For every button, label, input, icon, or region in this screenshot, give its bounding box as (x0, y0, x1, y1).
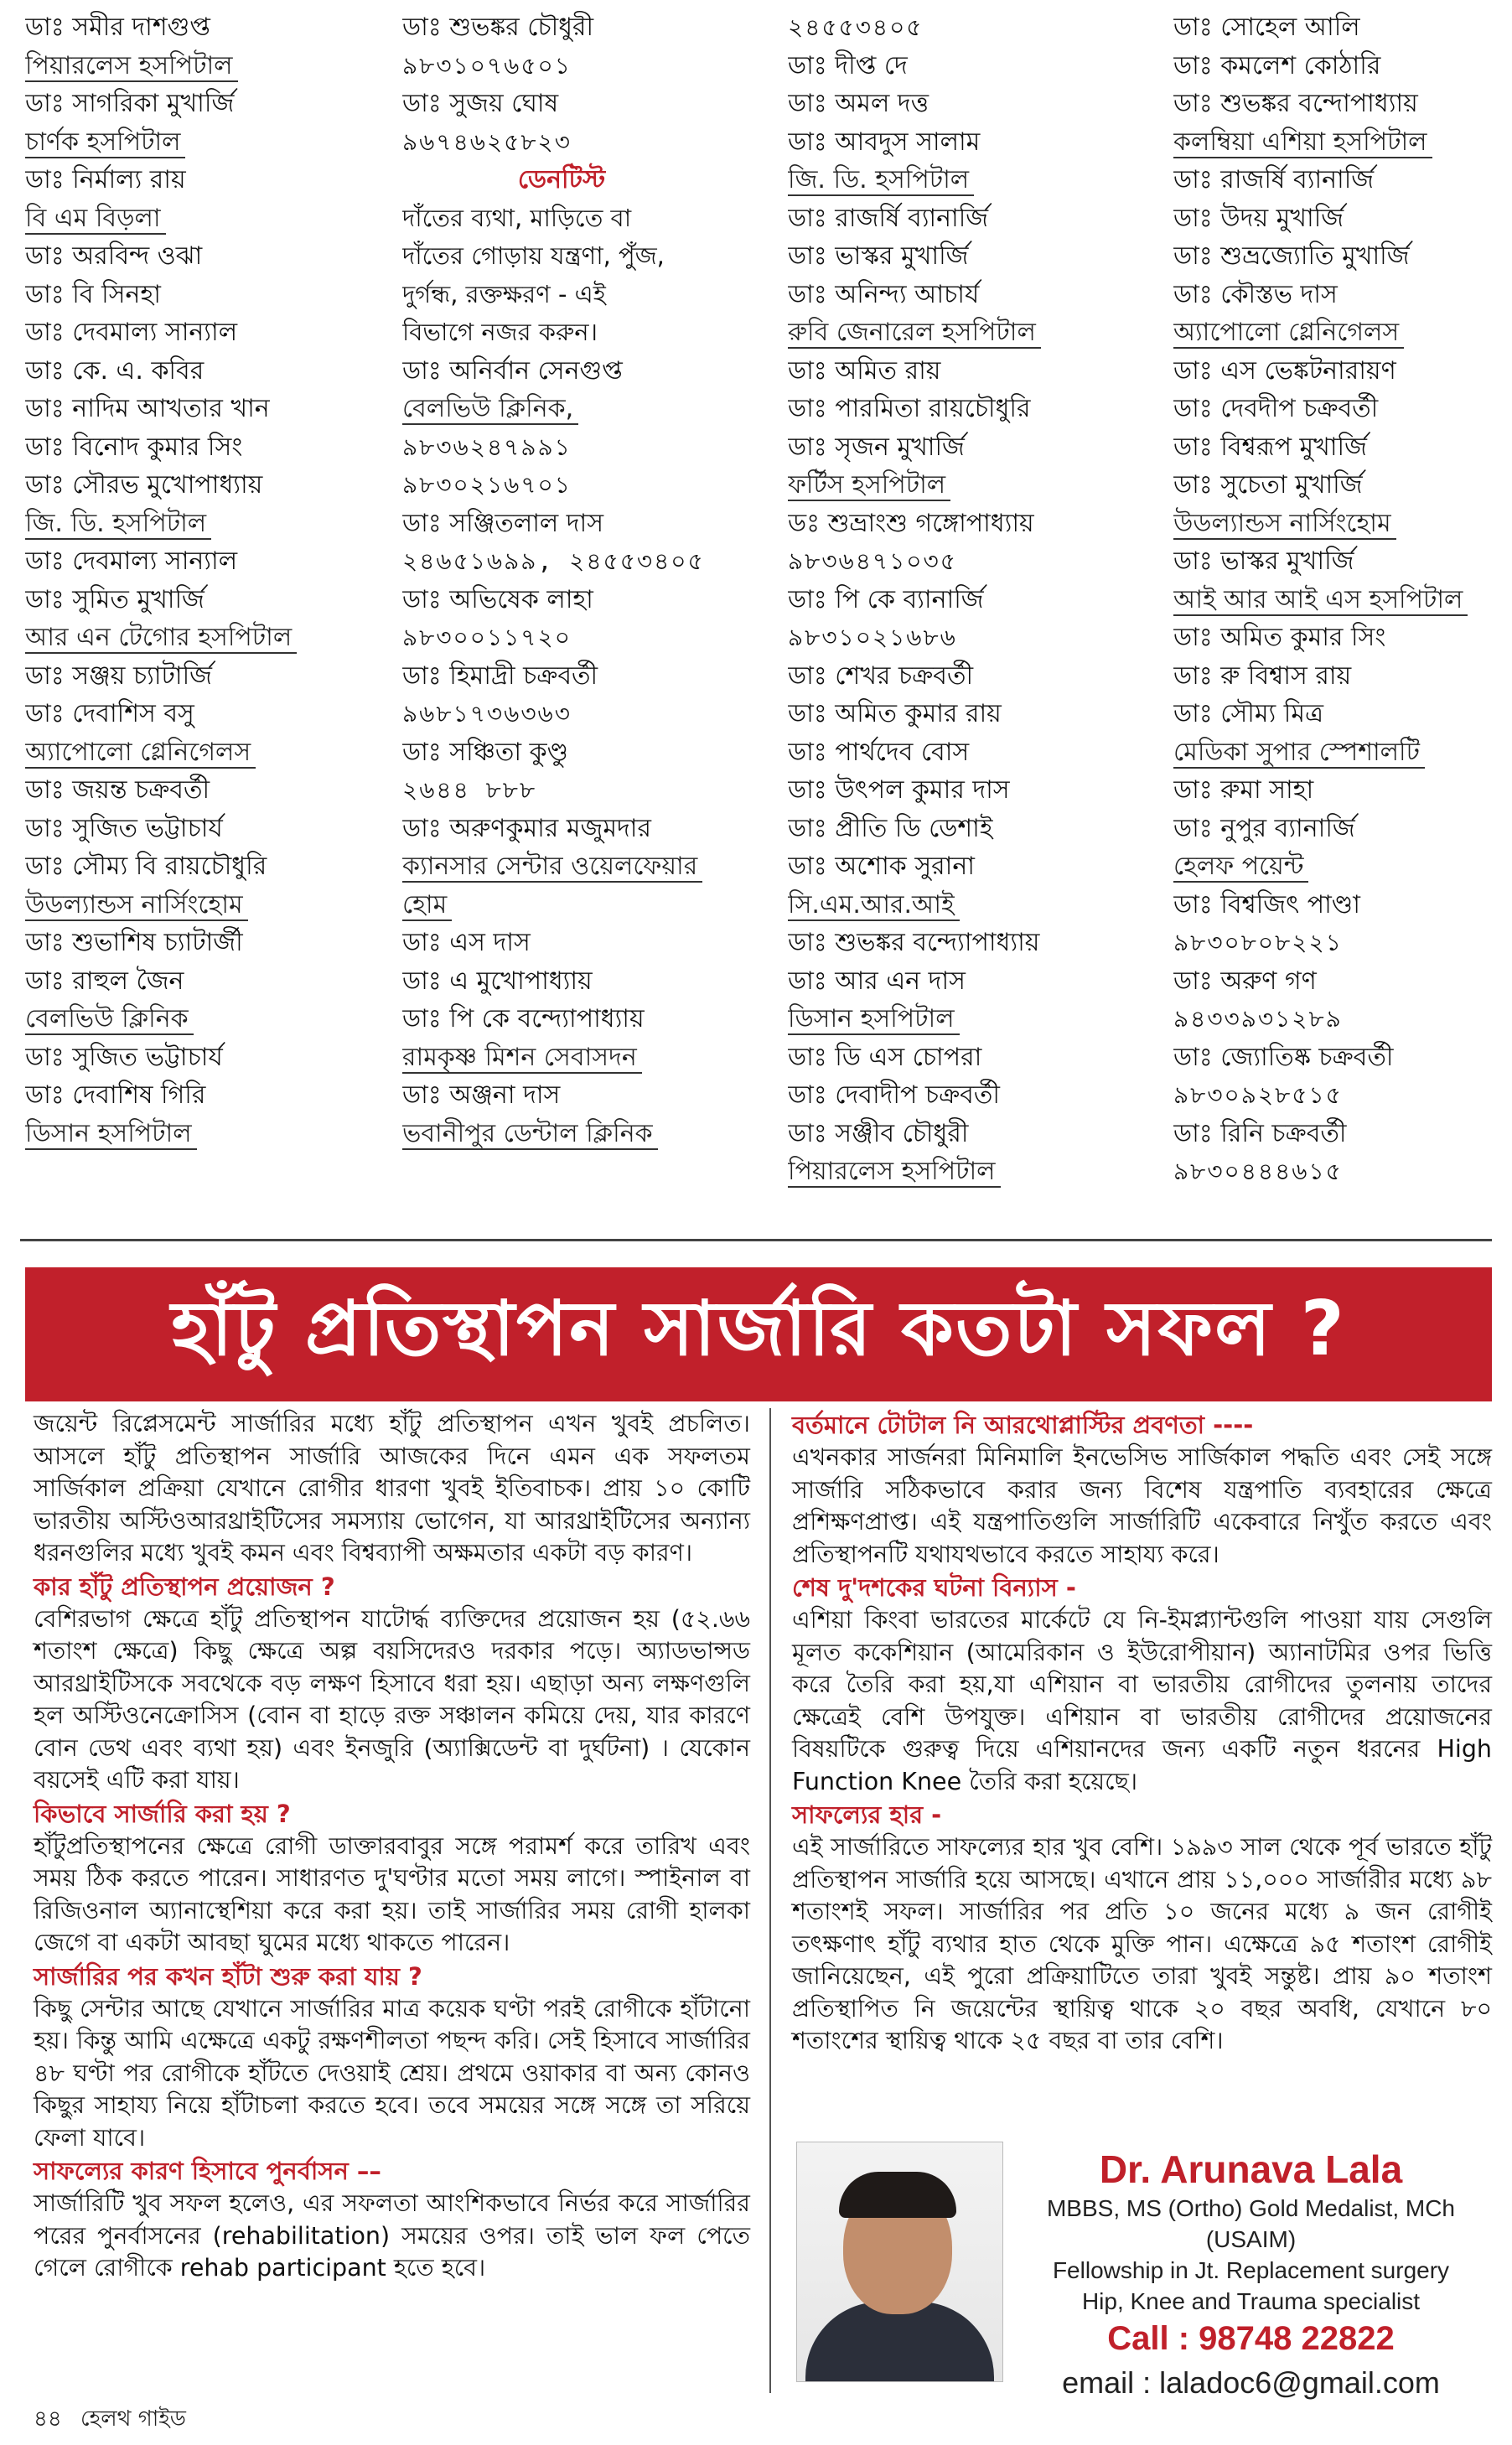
article-right-column (792, 1408, 1492, 2058)
doctor-name: ডাঃ শুভঙ্কর বন্দ্যোপাধ্যায় (788, 928, 1040, 957)
doctor-name: ডাঃ সুচেতা মুখার্জি (1173, 470, 1363, 500)
doctor-name: ডাঃ ডি এস চোপরা (788, 1042, 982, 1072)
doctor-name: ডাঃ পার্থদেব বোস (788, 737, 970, 767)
doctor-name: ডাঃ শুভ্রজ্যোতি মুখার্জি (1173, 241, 1410, 271)
hospital-name: রামকৃষ্ণ মিশন সেবাসদন (402, 1039, 788, 1077)
phone-number: ৯৮৩৬২৪৭৯৯১ (402, 433, 572, 461)
hospital-name: ডিসান হসপিটাল (788, 1000, 1173, 1039)
hospital-name: উডল্যান্ডস নার্সিংহোম (25, 886, 402, 925)
phone-number: ৯৮৩০০১১৭২০ (402, 624, 572, 651)
doctor-name: ডাঃ অঞ্জনা দাস (402, 1080, 561, 1110)
hospital-name: বেলভিউ ক্লিনিক (25, 1000, 402, 1039)
doctor-name: ডাঃ সুজিত ভট্টাচার্য (25, 1042, 223, 1072)
doctor-name: ডাঃ কৌস্তভ দাস (1173, 279, 1338, 309)
hospital-name: আর এন টেগোর হসপিটাল (25, 619, 402, 657)
phone-number: ৯৬৮১৭৩৬৩৬৩ (402, 700, 572, 728)
doctor-name: ডাঃ দেবমাল্য সান্যাল (25, 546, 238, 576)
phone-number: ২৬৪৪ ৮৮৮ (402, 776, 537, 804)
phone-number: ২৪৫৫৩৪০৫ (788, 13, 924, 41)
hospital-name: বেলভিউ ক্লিনিক, (402, 390, 788, 428)
doctor-name: ডাঃ অমিত কুমার রায় (788, 699, 1002, 728)
hospital-name: কলম্বিয়া এশিয়া হসপিটাল (1173, 123, 1500, 162)
doctor-name: ডাঃ এস দাস (402, 928, 531, 957)
doctor-phone: Call : 98748 22822 (1107, 2320, 1395, 2357)
doctor-name: ডাঃ কে. এ. কবির (25, 355, 205, 386)
doctor-name: ডাঃ অনির্বান সেনগুপ্ত (402, 355, 623, 386)
article-left-column (34, 1408, 750, 2285)
directory-column-2 (402, 0, 788, 1220)
doctor-name: ডাঃ রাজর্ষি ব্যানার্জি (788, 203, 989, 233)
doctor-name: ডাঃ শুভঙ্কর বন্দোপাধ্যায় (1173, 89, 1418, 118)
article-subheading: কার হাঁটু প্রতিস্থাপন প্রয়োজন ? (34, 1572, 335, 1601)
page-footer (34, 2401, 198, 2438)
phone-number: ৯৮৩১০২১৬৮৬ (788, 624, 957, 651)
article-subheading: শেষ দু'দশকের ঘটনা বিন্যাস - (792, 1573, 1076, 1602)
hospital-name: পিয়ারলেস হসপিটাল (788, 1153, 1173, 1191)
article-banner (25, 1267, 1492, 1401)
section-divider (20, 1239, 1492, 1241)
doctor-name: ডাঃ সৌম্য মিত্র (1173, 699, 1324, 728)
doctor-name: ডাঃ সঞ্জিতলাল দাস (402, 508, 604, 538)
doctor-name: ডাঃ দেবাশিস বসু (25, 699, 194, 728)
section-heading: ডেনটিস্ট (517, 165, 606, 194)
doctor-name: ডাঃ জ্যোতিষ্ক চক্রবর্তী (1173, 1042, 1394, 1072)
section-description: দুর্গন্ধ, রক্তক্ষরণ - এই (402, 279, 606, 308)
doctor-name: ডাঃ অমিত কুমার সিং (1173, 623, 1386, 652)
doctor-name: ডাঃ অরুণ গণ (1173, 966, 1317, 996)
doctor-degrees: MBBS, MS (Ortho) Gold Medalist, MCh (USAIM) (1046, 2195, 1455, 2252)
phone-number: ৯৮৩০৯২৮৫১৫ (1173, 1081, 1343, 1109)
doctor-name: ডাঃ বিনোদ কুমার সিং (25, 432, 243, 462)
doctor-name: ডঃ শুভ্রাংশু গঙ্গোপাধ্যায় (788, 508, 1034, 538)
phone-number: ৯৮৩০২১৬৭০১ (402, 471, 572, 499)
doctor-name: ডাঃ জয়ন্ত চক্রবর্তী (25, 775, 210, 805)
section-description: বিভাগে নজর করুন। (402, 318, 598, 346)
doctor-name: ডাঃ বি সিনহা (25, 279, 161, 309)
phone-number: ৯৮৩৬৪৭১০৩৫ (788, 547, 957, 575)
doctor-name: ডাঃ দেবমাল্য সান্যাল (25, 318, 238, 347)
section-description: দাঁতের গোড়ায় যন্ত্রণা, পুঁজ, (402, 241, 665, 270)
doctor-name: ডাঃ দীপ্ত দে (788, 50, 908, 80)
doctor-name: ডাঃ ভাস্কর মুখার্জি (1173, 546, 1354, 576)
doctor-name: ডাঃ সমীর দাশগুপ্ত (25, 13, 210, 42)
doctor-name: ডাঃ রাহুল জৈন (25, 966, 184, 996)
section-description: দাঁতের ব্যথা, মাড়িতে বা (402, 203, 632, 232)
hospital-name: ভবানীপুর ডেন্টাল ক্লিনিক (402, 1115, 788, 1153)
article-paragraph: এখনকার সার্জনরা মিনিমালি ইনভেসিভ সার্জিকাল পদ্ধতি এবং সেই সঙ্গে সার্জারি সঠিকভাবে করার জন্য বিশেষ যন্ত্রপাতি ব্যবহারের ক্ষেত্রে প্রশিক্ষণপ্রাপ্ত। এই যন্ত্রপাতিগুলি সার্জারিটি একেবারে নিখুঁত করতে এবং প্রতিস্থাপনটি যথাযথভাবে করতে সাহায্য করে। (792, 1443, 1492, 1568)
article-paragraph: জয়েন্ট রিপ্লেসমেন্ট সার্জারির মধ্যে হাঁটু প্রতিস্থাপন এখন খুবই প্রচলিত। আসলে হাঁটু প্রতিস্থাপন সার্জারি আজকের দিনে এমন এক সফলতম সার্জিকাল প্রক্রিয়া যেখানে রোগীর ধারণা খুবই ইতিবাচক। প্রায় ১০ কোটি ভারতীয় অস্টিওআরথ্রাইটিসের সমস্যায় ভোগেন, যা আরথ্রাইটিসের অন্যান্য ধরনগুলির মধ্যে খুবই কমন এবং বিশ্বব্যাপী অক্ষমতার একটা বড় কারণ। (34, 1410, 750, 1567)
doctor-name: ডাঃ সুমিত মুখার্জি (25, 584, 205, 614)
doctor-name: ডাঃ সঞ্জয় চ্যাটার্জি (25, 660, 213, 691)
doctor-name: ডাঃ আর এন দাস (788, 966, 966, 996)
hospital-name: উডল্যান্ডস নার্সিংহোম (1173, 505, 1500, 543)
doctor-specialty: Hip, Knee and Trauma specialist (1081, 2288, 1421, 2314)
doctor-name: Dr. Arunava Lala (1099, 2147, 1403, 2191)
directory-column-1 (25, 0, 402, 1220)
doctor-name: ডাঃ অভিষেক লাহা (402, 584, 593, 614)
doctor-name: ডাঃ অরবিন্দ ওঝা (25, 241, 203, 271)
doctor-name: ডাঃ সৃজন মুখার্জি (788, 432, 965, 462)
doctor-name: ডাঃ নাদিম আখতার খান (25, 394, 270, 423)
column-divider (769, 1408, 771, 2393)
article-subheading: সাফল্যের কারণ হিসাবে পুনর্বাসন –– (34, 2157, 381, 2185)
doctor-name: ডাঃ দেবাশিষ গিরি (25, 1080, 206, 1110)
phone-number: ৯৮৩১০৭৬৫০১ (402, 51, 572, 80)
doctor-name: ডাঃ সোহেল আলি (1173, 13, 1360, 42)
doctor-name: ডাঃ অনিন্দ্য আচার্য (788, 279, 980, 309)
hospital-name: মেডিকা সুপার স্পেশালটি (1173, 733, 1500, 772)
hospital-name: রুবি জেনারেল হসপিটাল (788, 313, 1173, 352)
doctor-name: ডাঃ অশোক সুরানা (788, 852, 975, 881)
hospital-name: সি.এম.আর.আই (788, 886, 1173, 925)
directory-column-3 (788, 0, 1173, 1220)
doctor-name: ডাঃ সাগরিকা মুখার্জি (25, 89, 235, 118)
publication-name: হেলথ গাইড (80, 2406, 186, 2432)
article-paragraph: হাঁটুপ্রতিস্থাপনের ক্ষেত্রে রোগী ডাক্তারবাবুর সঙ্গে পরামর্শ করে তারিখ এবং সময় ঠিক করতে পারেন। সাধারণত দু'ঘণ্টার মতো সময় লাগে। স্পাইনাল বা রিজিওনাল অ্যানাস্থেশিয়া করে করা হয়। তাই সার্জারির সময় রোগী হালকা জেগে বা একটা আবছা ঘুমের মধ্যে থাকতে পারেন। (34, 1831, 750, 1956)
doctor-card (1010, 2146, 1492, 2406)
doctor-name: ডাঃ এস ভেঙ্কটনারায়ণ (1173, 355, 1396, 386)
doctor-name: ডাঃ দেবদীপ চক্রবর্তী (1173, 394, 1379, 423)
article-paragraph: কিছু সেন্টার আছে যেখানে সার্জারির মাত্র কয়েক ঘণ্টা পরই রোগীকে হাঁটানো হয়। কিন্তু আমি এক্ষেত্রে একটু রক্ষণশীলতা পছন্দ করি। সেই হিসাবে সার্জারির ৪৮ ঘণ্টা পর রোগীকে হাঁটতে দেওয়াই শ্রেয়। প্রথমে ওয়াকার বা অন্য কোনও কিছুর সাহায্য নিয়ে হাঁটাচলা করতে হবে। তবে সময়ের সঙ্গে সঙ্গে তা সরিয়ে ফেলা যাবে। (34, 1994, 750, 2152)
article-subheading: সাফল্যের হার - (792, 1800, 942, 1829)
doctor-name: ডাঃ সৌরভ মুখোপাধ্যায় (25, 470, 263, 500)
hospital-name: চার্ণক হসপিটাল (25, 123, 402, 162)
doctor-name: ডাঃ অমিত রায় (788, 355, 941, 386)
doctor-name: ডাঃ বিশ্বরূপ মুখার্জি (1173, 432, 1367, 462)
doctor-name: ডাঃ সঞ্জীব চৌধুরী (788, 1118, 969, 1148)
phone-number: ৯৮৩০৮০৮২২১ (1173, 929, 1343, 956)
doctor-name: ডাঃ শুভাশিষ চ্যাটার্জী (25, 928, 243, 957)
doctor-name: ডাঃ আবদুস সালাম (788, 127, 981, 157)
doctor-directory (25, 0, 1500, 1220)
doctor-name: ডাঃ রাজর্ষি ব্যানার্জি (1173, 165, 1375, 194)
doctor-name: ডাঃ নির্মাল্য রায় (25, 165, 186, 194)
article-title: হাঁটু প্রতিস্থাপন সার্জারি কতটা সফল ? (171, 1285, 1346, 1373)
page-number: ৪৪ (34, 2406, 62, 2432)
doctor-name: ডাঃ কমলেশ কোঠারি (1173, 50, 1381, 80)
doctor-name: ডাঃ রু বিশ্বাস রায় (1173, 660, 1352, 691)
hospital-name: হোম (402, 886, 788, 925)
article-paragraph: সার্জারিটি খুব সফল হলেও, এর সফলতা আংশিকভাবে নির্ভর করে সার্জারির পরের পুনর্বাসনের (rehabilitation) সময়ের ওপর। তাই ভাল ফল পেতে গেলে রোগীকে rehab participant হতে হবে। (34, 2189, 750, 2282)
hospital-name: জি. ডি. হসপিটাল (25, 505, 402, 543)
doctor-name: ডাঃ অরুণকুমার মজুমদার (402, 813, 651, 843)
doctor-name: ডাঃ সঞ্চিতা কুণ্ডু (402, 737, 569, 767)
hospital-name: অ্যাপোলো গ্লেনিগেলস (1173, 313, 1500, 352)
article-paragraph: এশিয়া কিংবা ভারতের মার্কেটে যে নি-ইমপ্ল্যান্টগুলি পাওয়া যায় সেগুলি মূলত ককেশিয়ান (আমেরিকান ও ইউরোপীয়ান) অ্যানাটমির ওপর ভিত্তি করে তৈরি করা হয়,যা এশিয়ান বা ভারতীয় রোগীদের তুলনায় তাদের ক্ষেত্রেই বেশি উপযুক্ত। এশিয়ান বা ভারতীয় রোগীদের প্রয়োজনের বিষয়টিকে গুরুত্ব দিয়ে এশিয়ানদের জন্য একটি নতুন ধরনের High Function Knee তৈরি করা হয়েছে। (792, 1606, 1492, 1795)
hospital-name: ডিসান হসপিটাল (25, 1115, 402, 1153)
doctor-name: ডাঃ রিনি চক্রবর্তী (1173, 1118, 1347, 1148)
doctor-name: ডাঃ অমল দত্ত (788, 89, 929, 118)
doctor-name: ডাঃ নুপুর ব্যানার্জি (1173, 813, 1355, 843)
hospital-name: জি. ডি. হসপিটাল (788, 161, 1173, 199)
doctor-name: ডাঃ দেবাদীপ চক্রবর্তী (788, 1080, 1000, 1110)
hospital-name: আই আর আই এস হসপিটাল (1173, 581, 1500, 619)
phone-number: ৯৮৩০৪৪৪৬১৫ (1173, 1158, 1343, 1185)
doctor-name: ডাঃ পি কে ব্যানার্জি (788, 584, 984, 614)
doctor-name: ডাঃ প্রীতি ডি ডেশাই (788, 813, 993, 843)
doctor-name: ডাঃ সৌম্য বি রায়চৌধুরি (25, 852, 267, 881)
doctor-name: ডাঃ পি কে বন্দ্যোপাধ্যায় (402, 1004, 645, 1033)
doctor-name: ডাঃ উৎপল কুমার দাস (788, 775, 1010, 805)
article-paragraph: এই সার্জারিতে সাফল্যের হার খুব বেশি। ১৯৯৩ সাল থেকে পূর্ব ভারতে হাঁটু প্রতিস্থাপন সার্জারি হয়ে আসছে। এখানে প্রায় ১১,০০০ সার্জারীর মধ্যে ৯৮ শতাংশই সফল। সার্জারির পর প্রতি ১০ জনের মধ্যে ৯ জন রোগীই তৎক্ষণাৎ হাঁটু ব্যথার হাত থেকে মুক্তি পান। এক্ষেত্রে ৯৫ শতাংশ রোগীই জানিয়েছেন, এই পুরো প্রক্রিয়াটিতে তারা খুবই সন্তুষ্ট। প্রায় ৯০ শতাংশ প্রতিস্থাপিত নি জয়েন্টের স্থায়িত্ব থাকে ২০ বছর অবধি, যেখানে ৮০ শতাংশের স্থায়িত্ব থাকে ২৫ বছর বা তার বেশি। (792, 1833, 1492, 2054)
doctor-name: ডাঃ শেখর চক্রবর্তী (788, 660, 974, 691)
article-paragraph: বেশিরভাগ ক্ষেত্রে হাঁটু প্রতিস্থাপন যাটোর্দ্ধ ব্যক্তিদের প্রয়োজন হয় (৫২.৬৬ শতাংশ ক্ষেত্রে) কিছু ক্ষেত্রে অল্প বয়সিদেরও দরকার পড়ে। অ্যাডভান্সড আরথ্রাইটিসকে সবথেকে বড় লক্ষণ হিসাবে ধরা হয়। এছাড়া অন্য লক্ষণগুলি হল অস্টিওনেক্রোসিস (বোন বা হাড়ে রক্ত সঞ্চালন কমিয়ে দেয়, যার কারণে বোন ডেথ এবং ব্যথা হয়) এবং ইনজুরি (অ্যাক্সিডেন্ট বা দুর্ঘটনা) । যেকোন বয়সেই এটি করা যায়। (34, 1604, 750, 1794)
doctor-fellowship: Fellowship in Jt. Replacement surgery (1052, 2257, 1450, 2283)
doctor-name: ডাঃ শুভঙ্কর চৌধুরী (402, 13, 594, 42)
doctor-name: ডাঃ উদয় মুখার্জি (1173, 203, 1344, 233)
phone-number: ২৪৬৫১৬৯৯, ২৪৫৫৩৪০৫ (402, 547, 705, 575)
phone-number: ৯৬৭৪৬২৫৮২৩ (402, 127, 572, 156)
doctor-name: ডাঃ বিশ্বজিৎ পাণ্ডা (1173, 889, 1360, 919)
doctor-name: ডাঃ পারমিতা রায়চৌধুরি (788, 394, 1031, 423)
article-subheading: কিভাবে সার্জারি করা হয় ? (34, 1799, 291, 1828)
doctor-name: ডাঃ হিমাদ্রী চক্রবর্তী (402, 660, 598, 691)
phone-number: ৯৪৩৩৯৩১২৮৯ (1173, 1005, 1343, 1033)
hospital-name: ক্যানসার সেন্টার ওয়েলফেয়ার (402, 847, 788, 886)
doctor-email: email : laladoc6@gmail.com (1062, 2365, 1440, 2400)
hospital-name: ফর্টিস হসপিটাল (788, 466, 1173, 505)
article-subheading: সার্জারির পর কখন হাঁটা শুরু করা যায় ? (34, 1961, 422, 1991)
hospital-name: অ্যাপোলো গ্লেনিগেলস (25, 733, 402, 772)
doctor-name: ডাঃ এ মুখোপাধ্যায় (402, 966, 593, 996)
doctor-photo (796, 2142, 1003, 2382)
hospital-name: হেলফ পয়েন্ট (1173, 847, 1500, 886)
doctor-name: ডাঃ ভাস্কর মুখার্জি (788, 241, 969, 271)
doctor-name: ডাঃ সুজিত ভট্টাচার্য (25, 813, 223, 843)
article-subheading: বর্তমানে টোটাল নি আরথোপ্লাস্টির প্রবণতা ---- (792, 1411, 1254, 1439)
hospital-name: পিয়ারলেস হসপিটাল (25, 47, 402, 85)
doctor-name: ডাঃ রুমা সাহা (1173, 775, 1314, 805)
hospital-name: বি এম বিড়লা (25, 199, 402, 238)
directory-column-4 (1173, 0, 1500, 1220)
doctor-name: ডাঃ সুজয় ঘোষ (402, 89, 559, 118)
